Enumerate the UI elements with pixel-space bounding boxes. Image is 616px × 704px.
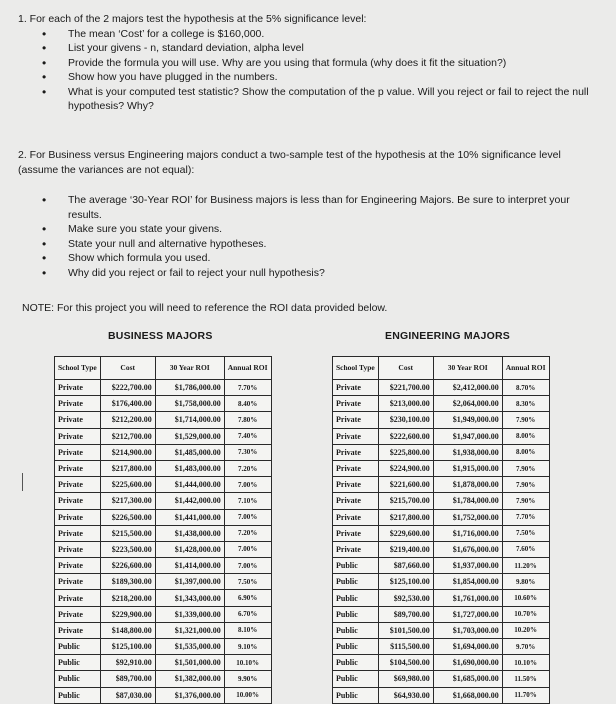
cell-annual-roi: 6.90% [224, 590, 271, 606]
cell-30-year-roi: $1,694,000.00 [433, 639, 502, 655]
cell-annual-roi: 9.70% [502, 639, 549, 655]
cell-school-type: Private [333, 525, 379, 541]
cell-cost: $225,600.00 [100, 477, 155, 493]
cell-cost: $125,100.00 [378, 574, 433, 590]
cell-30-year-roi: $1,438,000.00 [155, 525, 224, 541]
cell-cost: $115,500.00 [378, 639, 433, 655]
cell-school-type: Private [55, 493, 101, 509]
cell-school-type: Private [333, 541, 379, 557]
cell-cost: $223,500.00 [100, 541, 155, 557]
cell-cost: $92,910.00 [100, 655, 155, 671]
table-row [333, 639, 550, 655]
cell-30-year-roi: $1,442,000.00 [155, 493, 224, 509]
bullet-item: • State your null and alternative hypotheses. [42, 237, 603, 252]
cell-30-year-roi: $1,501,000.00 [155, 655, 224, 671]
cell-annual-roi: 9.80% [502, 574, 549, 590]
question-1-bullets [18, 27, 608, 114]
cell-annual-roi: 8.00% [502, 444, 549, 460]
cell-cost: $221,700.00 [378, 380, 433, 396]
cell-annual-roi: 10.10% [224, 655, 271, 671]
cell-annual-roi: 7.20% [224, 525, 271, 541]
cell-school-type: Public [333, 574, 379, 590]
table-row [333, 396, 550, 412]
cell-30-year-roi: $1,938,000.00 [433, 444, 502, 460]
note-text: NOTE: For this project you will need to reference the ROI data provided below. [22, 302, 388, 314]
table-header-row [333, 357, 550, 380]
cell-cost: $214,900.00 [100, 444, 155, 460]
cell-annual-roi: 10.60% [502, 590, 549, 606]
engineering-majors-title: ENGINEERING MAJORS [385, 330, 510, 342]
table-row [333, 590, 550, 606]
cell-annual-roi: 7.90% [502, 412, 549, 428]
business-roi-table [54, 356, 272, 704]
cell-30-year-roi: $1,716,000.00 [433, 525, 502, 541]
cell-school-type: Private [55, 412, 101, 428]
table-row [55, 639, 272, 655]
business-table-body [55, 380, 272, 704]
cell-30-year-roi: $1,483,000.00 [155, 460, 224, 476]
cell-annual-roi: 11.70% [502, 687, 549, 703]
cell-school-type: Private [333, 460, 379, 476]
cell-school-type: Private [55, 606, 101, 622]
cell-cost: $226,600.00 [100, 558, 155, 574]
cell-30-year-roi: $1,685,000.00 [433, 671, 502, 687]
cell-30-year-roi: $1,321,000.00 [155, 622, 224, 638]
cell-annual-roi: 7.90% [502, 460, 549, 476]
header-annual-roi: Annual ROI [502, 357, 549, 380]
cell-school-type: Private [333, 444, 379, 460]
header-cost: Cost [378, 357, 433, 380]
cell-30-year-roi: $1,428,000.00 [155, 541, 224, 557]
cell-school-type: Public [333, 639, 379, 655]
table-row [55, 444, 272, 460]
cell-school-type: Private [333, 396, 379, 412]
cell-cost: $189,300.00 [100, 574, 155, 590]
cell-school-type: Private [55, 428, 101, 444]
cell-annual-roi: 7.50% [224, 574, 271, 590]
table-row [333, 460, 550, 476]
cell-30-year-roi: $1,937,000.00 [433, 558, 502, 574]
question-2 [18, 148, 603, 280]
cell-cost: $89,700.00 [100, 671, 155, 687]
cell-school-type: Private [55, 622, 101, 638]
table-row [333, 671, 550, 687]
cell-30-year-roi: $1,343,000.00 [155, 590, 224, 606]
cell-30-year-roi: $1,703,000.00 [433, 622, 502, 638]
cell-cost: $212,200.00 [100, 412, 155, 428]
cell-cost: $225,800.00 [378, 444, 433, 460]
cell-cost: $176,400.00 [100, 396, 155, 412]
cell-cost: $226,500.00 [100, 509, 155, 525]
table-row [333, 509, 550, 525]
text-cursor [22, 473, 23, 491]
question-1-heading: 1. For each of the 2 majors test the hypothesis at the 5% significance level: [18, 13, 367, 25]
cell-30-year-roi: $1,376,000.00 [155, 687, 224, 703]
table-row [333, 541, 550, 557]
cell-cost: $222,700.00 [100, 380, 155, 396]
cell-school-type: Private [333, 412, 379, 428]
cell-school-type: Private [333, 477, 379, 493]
cell-30-year-roi: $1,949,000.00 [433, 412, 502, 428]
cell-school-type: Private [333, 509, 379, 525]
cell-annual-roi: 8.40% [224, 396, 271, 412]
cell-cost: $89,700.00 [378, 606, 433, 622]
cell-school-type: Private [55, 509, 101, 525]
cell-30-year-roi: $1,485,000.00 [155, 444, 224, 460]
cell-school-type: Private [55, 558, 101, 574]
cell-annual-roi: 11.20% [502, 558, 549, 574]
cell-school-type: Private [55, 525, 101, 541]
table-row [333, 444, 550, 460]
cell-cost: $148,800.00 [100, 622, 155, 638]
cell-annual-roi: 7.70% [502, 509, 549, 525]
cell-cost: $222,600.00 [378, 428, 433, 444]
cell-school-type: Public [55, 655, 101, 671]
cell-school-type: Private [55, 380, 101, 396]
cell-cost: $87,660.00 [378, 558, 433, 574]
cell-30-year-roi: $1,727,000.00 [433, 606, 502, 622]
bullet-item: • What is your computed test statistic? Show the computation of the p value. Will you reject or fail to reject the null hypothesis? Why? [42, 85, 608, 114]
cell-30-year-roi: $1,529,000.00 [155, 428, 224, 444]
table-row [333, 622, 550, 638]
cell-30-year-roi: $1,878,000.00 [433, 477, 502, 493]
table-row [55, 509, 272, 525]
table-row [333, 380, 550, 396]
cell-30-year-roi: $1,947,000.00 [433, 428, 502, 444]
cell-30-year-roi: $1,441,000.00 [155, 509, 224, 525]
cell-cost: $69,980.00 [378, 671, 433, 687]
table-row [333, 606, 550, 622]
engineering-table-body [333, 380, 550, 704]
cell-annual-roi: 8.30% [502, 396, 549, 412]
cell-annual-roi: 6.70% [224, 606, 271, 622]
question-2-heading: 2. For Business versus Engineering majors conduct a two-sample test of the hypothesis at the 10% significance level (assume the variances are not equal): [18, 149, 561, 176]
table-row [333, 412, 550, 428]
header-annual-roi: Annual ROI [224, 357, 271, 380]
table-row [333, 558, 550, 574]
table-row [333, 574, 550, 590]
table-row [333, 525, 550, 541]
cell-cost: $218,200.00 [100, 590, 155, 606]
cell-school-type: Public [333, 622, 379, 638]
cell-annual-roi: 10.70% [502, 606, 549, 622]
table-row [333, 428, 550, 444]
cell-annual-roi: 10.00% [224, 687, 271, 703]
cell-cost: $229,600.00 [378, 525, 433, 541]
cell-30-year-roi: $1,676,000.00 [433, 541, 502, 557]
cell-school-type: Private [55, 590, 101, 606]
cell-cost: $215,700.00 [378, 493, 433, 509]
cell-annual-roi: 7.40% [224, 428, 271, 444]
cell-cost: $230,100.00 [378, 412, 433, 428]
cell-annual-roi: 8.10% [224, 622, 271, 638]
cell-cost: $224,900.00 [378, 460, 433, 476]
cell-school-type: Private [55, 574, 101, 590]
table-row [55, 687, 272, 703]
header-school-type: School Type [55, 357, 101, 380]
table-row [55, 525, 272, 541]
table-row [55, 590, 272, 606]
bullet-item: • The average ‘30-Year ROI’ for Business majors is less than for Engineering Majors. Be sure to interpret your results. [42, 193, 603, 222]
header-school-type: School Type [333, 357, 379, 380]
table-row [55, 574, 272, 590]
bullet-item: • List your givens - n, standard deviation, alpha level [42, 41, 608, 56]
cell-30-year-roi: $1,339,000.00 [155, 606, 224, 622]
bullet-item: • Show which formula you used. [42, 251, 603, 266]
cell-30-year-roi: $1,714,000.00 [155, 412, 224, 428]
cell-30-year-roi: $1,382,000.00 [155, 671, 224, 687]
bullet-item: • Why did you reject or fail to reject your null hypothesis? [42, 266, 603, 281]
header-30-year-roi: 30 Year ROI [155, 357, 224, 380]
cell-school-type: Public [55, 639, 101, 655]
cell-cost: $215,500.00 [100, 525, 155, 541]
header-30-year-roi: 30 Year ROI [433, 357, 502, 380]
cell-30-year-roi: $1,786,000.00 [155, 380, 224, 396]
cell-30-year-roi: $1,444,000.00 [155, 477, 224, 493]
cell-annual-roi: 8.70% [502, 380, 549, 396]
table-row [333, 493, 550, 509]
cell-cost: $213,000.00 [378, 396, 433, 412]
business-majors-title: BUSINESS MAJORS [108, 330, 213, 342]
table-row [55, 428, 272, 444]
header-cost: Cost [100, 357, 155, 380]
cell-30-year-roi: $1,668,000.00 [433, 687, 502, 703]
cell-30-year-roi: $1,397,000.00 [155, 574, 224, 590]
question-1 [18, 12, 608, 114]
cell-30-year-roi: $1,784,000.00 [433, 493, 502, 509]
cell-annual-roi: 7.20% [224, 460, 271, 476]
table-row [55, 541, 272, 557]
cell-school-type: Public [333, 655, 379, 671]
cell-30-year-roi: $2,412,000.00 [433, 380, 502, 396]
cell-annual-roi: 7.30% [224, 444, 271, 460]
table-row [55, 558, 272, 574]
cell-annual-roi: 7.90% [502, 477, 549, 493]
cell-cost: $217,300.00 [100, 493, 155, 509]
table-header-row [55, 357, 272, 380]
cell-school-type: Public [333, 671, 379, 687]
table-row [55, 477, 272, 493]
cell-annual-roi: 10.20% [502, 622, 549, 638]
table-row [55, 460, 272, 476]
cell-30-year-roi: $1,758,000.00 [155, 396, 224, 412]
cell-annual-roi: 7.70% [224, 380, 271, 396]
cell-school-type: Private [55, 541, 101, 557]
table-row [55, 622, 272, 638]
cell-30-year-roi: $1,690,000.00 [433, 655, 502, 671]
table-row [55, 493, 272, 509]
cell-school-type: Public [333, 558, 379, 574]
bullet-item: • The mean ‘Cost’ for a college is $160,000. [42, 27, 608, 42]
table-row [55, 412, 272, 428]
cell-school-type: Private [333, 493, 379, 509]
cell-school-type: Private [55, 396, 101, 412]
cell-cost: $217,800.00 [100, 460, 155, 476]
cell-school-type: Public [333, 606, 379, 622]
bullet-item: • Show how you have plugged in the numbers. [42, 70, 608, 85]
bullet-item: • Make sure you state your givens. [42, 222, 603, 237]
cell-30-year-roi: $1,752,000.00 [433, 509, 502, 525]
cell-annual-roi: 7.00% [224, 477, 271, 493]
table-row [333, 655, 550, 671]
engineering-roi-table [332, 356, 550, 704]
cell-30-year-roi: $1,915,000.00 [433, 460, 502, 476]
cell-school-type: Public [55, 671, 101, 687]
bullet-item: • Provide the formula you will use. Why are you using that formula (why does it fit the situation?) [42, 56, 608, 71]
cell-cost: $104,500.00 [378, 655, 433, 671]
table-row [55, 396, 272, 412]
cell-school-type: Public [333, 687, 379, 703]
cell-cost: $221,600.00 [378, 477, 433, 493]
table-row [333, 477, 550, 493]
cell-cost: $212,700.00 [100, 428, 155, 444]
cell-30-year-roi: $1,535,000.00 [155, 639, 224, 655]
cell-annual-roi: 7.00% [224, 541, 271, 557]
cell-30-year-roi: $2,064,000.00 [433, 396, 502, 412]
cell-annual-roi: 7.80% [224, 412, 271, 428]
cell-school-type: Private [55, 460, 101, 476]
cell-annual-roi: 11.50% [502, 671, 549, 687]
cell-30-year-roi: $1,761,000.00 [433, 590, 502, 606]
cell-cost: $229,900.00 [100, 606, 155, 622]
cell-annual-roi: 9.90% [224, 671, 271, 687]
cell-annual-roi: 7.00% [224, 509, 271, 525]
cell-cost: $217,800.00 [378, 509, 433, 525]
table-row [333, 687, 550, 703]
cell-annual-roi: 9.10% [224, 639, 271, 655]
cell-school-type: Private [55, 477, 101, 493]
cell-cost: $87,030.00 [100, 687, 155, 703]
cell-30-year-roi: $1,854,000.00 [433, 574, 502, 590]
cell-cost: $64,930.00 [378, 687, 433, 703]
cell-school-type: Private [333, 428, 379, 444]
cell-annual-roi: 7.10% [224, 493, 271, 509]
cell-school-type: Private [333, 380, 379, 396]
cell-annual-roi: 7.60% [502, 541, 549, 557]
cell-cost: $101,500.00 [378, 622, 433, 638]
cell-cost: $92,530.00 [378, 590, 433, 606]
table-row [55, 606, 272, 622]
cell-annual-roi: 10.10% [502, 655, 549, 671]
cell-school-type: Public [55, 687, 101, 703]
table-row [55, 655, 272, 671]
cell-30-year-roi: $1,414,000.00 [155, 558, 224, 574]
cell-cost: $219,400.00 [378, 541, 433, 557]
cell-annual-roi: 7.50% [502, 525, 549, 541]
cell-school-type: Public [333, 590, 379, 606]
cell-cost: $125,100.00 [100, 639, 155, 655]
table-row [55, 380, 272, 396]
cell-annual-roi: 7.90% [502, 493, 549, 509]
cell-school-type: Private [55, 444, 101, 460]
table-row [55, 671, 272, 687]
question-2-bullets [18, 193, 603, 280]
cell-annual-roi: 7.00% [224, 558, 271, 574]
cell-annual-roi: 8.00% [502, 428, 549, 444]
